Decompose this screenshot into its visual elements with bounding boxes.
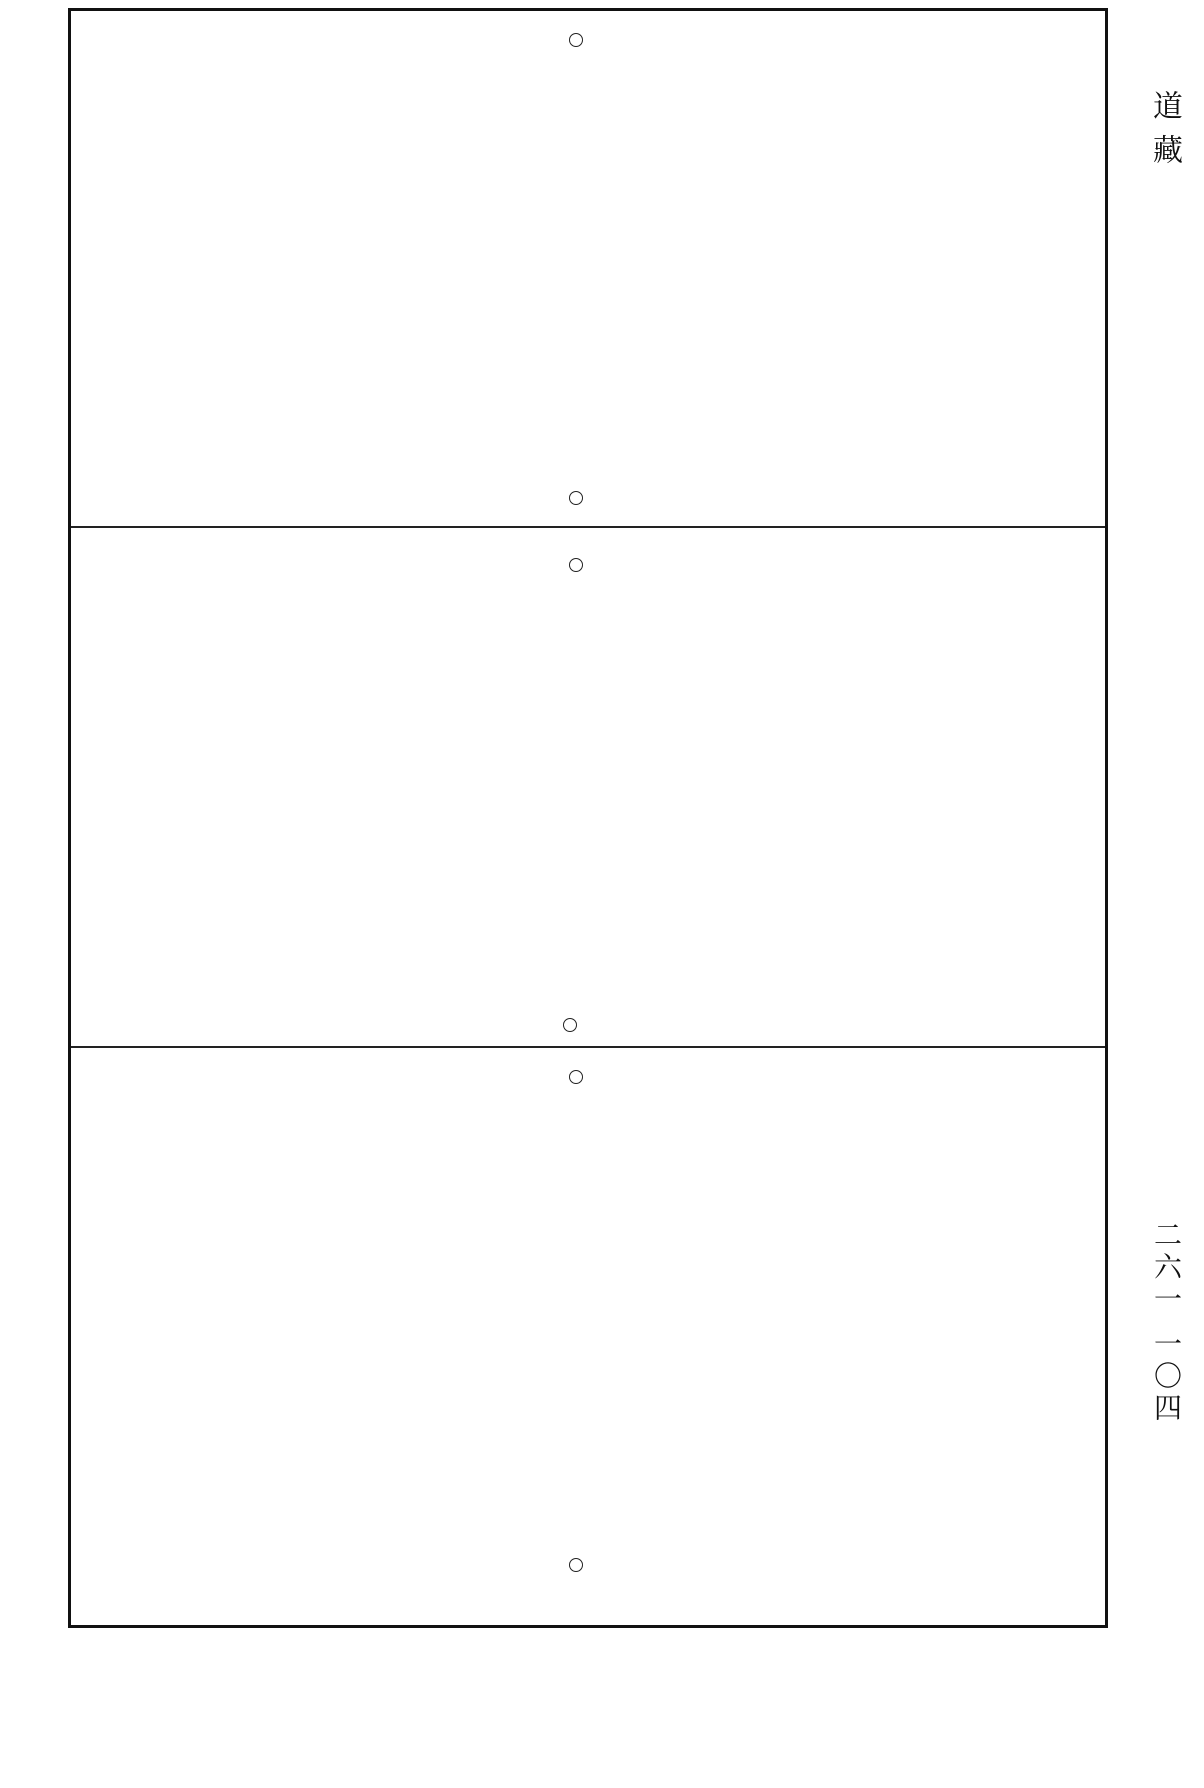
page-number: 二六一 一〇四 xyxy=(1150,1220,1183,1425)
text-column xyxy=(81,1588,1091,1628)
text-band-2 xyxy=(71,528,1105,1048)
text-column xyxy=(81,351,1091,391)
text-column xyxy=(81,828,1091,868)
page-frame xyxy=(68,8,1108,1628)
circle-mark xyxy=(569,491,583,505)
circle-mark xyxy=(569,33,583,47)
band-1-columns xyxy=(81,31,1091,518)
text-column xyxy=(81,1268,1091,1348)
text-band-3 xyxy=(71,1048,1105,1625)
text-column xyxy=(81,788,1091,828)
text-column xyxy=(81,111,1091,191)
text-column xyxy=(81,271,1091,351)
text-column xyxy=(81,868,1091,948)
text-column xyxy=(81,948,1091,1028)
band-2-columns xyxy=(81,548,1091,1038)
text-column xyxy=(81,1428,1091,1468)
circle-mark xyxy=(569,1070,583,1084)
text-column xyxy=(81,1108,1091,1148)
circle-mark xyxy=(569,1558,583,1572)
circle-mark xyxy=(563,1018,577,1032)
circle-mark xyxy=(569,558,583,572)
text-column xyxy=(81,1548,1091,1588)
text-column xyxy=(81,1068,1091,1108)
text-column xyxy=(81,1708,1091,1788)
text-column xyxy=(81,1468,1091,1548)
text-column xyxy=(81,748,1091,788)
text-column xyxy=(81,1628,1091,1708)
text-column xyxy=(81,391,1091,471)
text-column xyxy=(81,191,1091,271)
text-column xyxy=(81,548,1091,628)
text-column xyxy=(81,628,1091,708)
text-band-1 xyxy=(71,11,1105,528)
text-column xyxy=(81,31,1091,111)
text-column xyxy=(81,1348,1091,1428)
margin-title: 道藏 xyxy=(1147,90,1182,178)
text-column xyxy=(81,1188,1091,1268)
text-column xyxy=(81,1148,1091,1188)
text-column xyxy=(81,708,1091,748)
band-3-columns xyxy=(81,1068,1091,1617)
